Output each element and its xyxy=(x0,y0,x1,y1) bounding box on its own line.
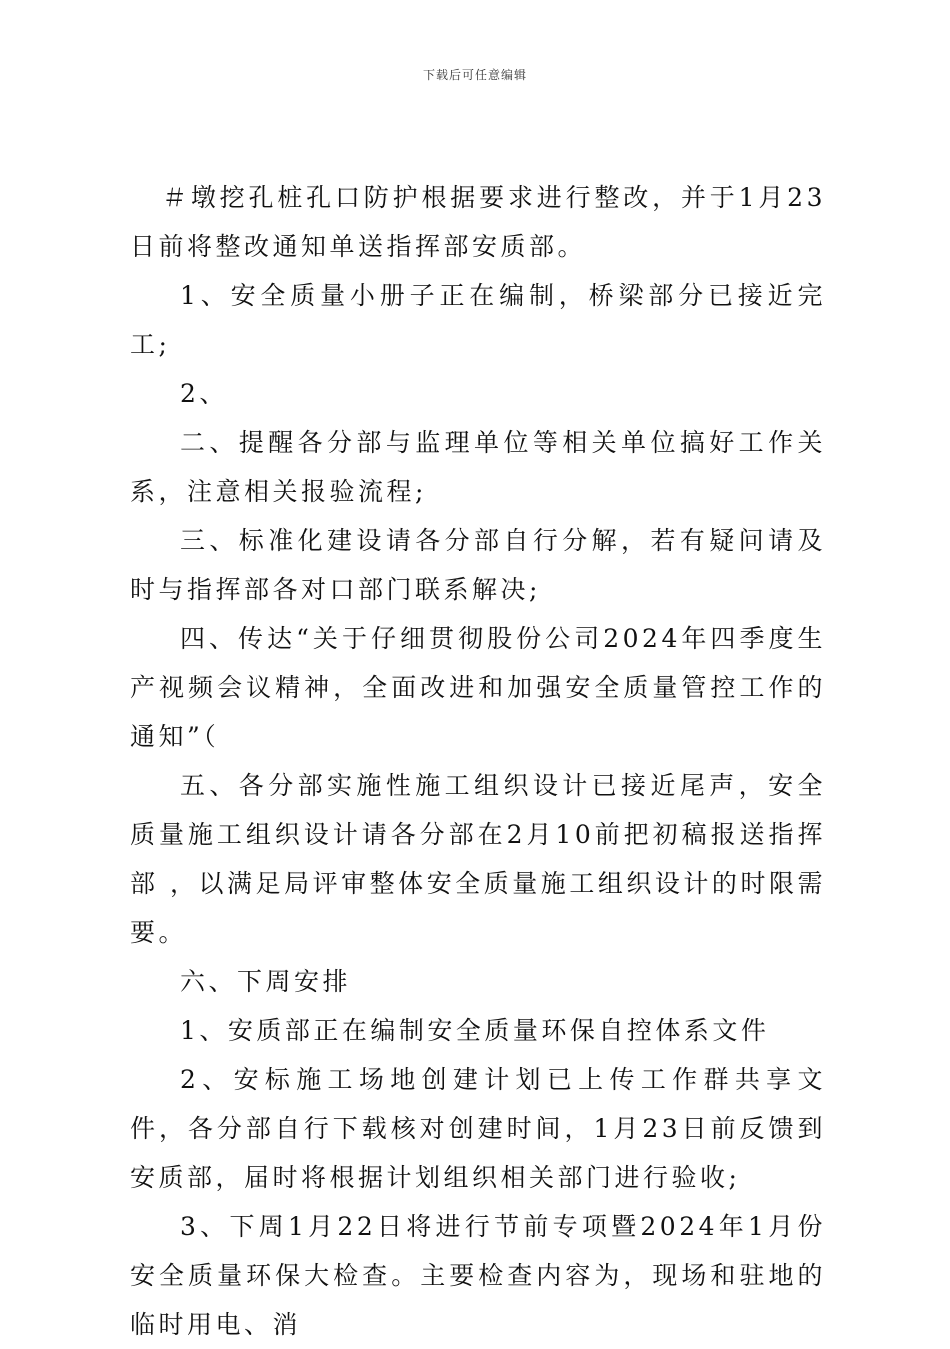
document-body xyxy=(130,173,826,1349)
paragraph-section-2-supervision: 二、提醒各分部与监理单位等相关单位搞好工作关系，注意相关报验流程; xyxy=(130,428,826,506)
page-header: 下载后可任意编辑 xyxy=(422,68,527,82)
paragraph-section-5-construction-design: 五、各分部实施性施工组织设计已接近尾声，安全质量施工组织设计请各分部在2月10前把初稿报送指挥部 ，以满足局评审整体安全质量施工组织设计的时限需要。 xyxy=(130,771,826,947)
paragraph-next-week-item-2: 2、安标施工场地创建计划已上传工作群共享文件，各分部自行下载核对创建时间，1月23日前反馈到安质部，届时将根据计划组织相关部门进行验收; xyxy=(130,1065,826,1192)
paragraph-next-week-item-3: 3、下周1月22日将进行节前专项暨2024年1月份安全质量环保大检查。主要检查内容为，现场和驻地的临时用电、消 xyxy=(130,1212,826,1339)
paragraph-section-6-next-week: 六、下周安排 xyxy=(180,967,352,996)
paragraph-pier-protection: ＃墩挖孔桩孔口防护根据要求进行整改，并于1月23日前将整改通知单送指挥部安质部。 xyxy=(130,183,826,261)
paragraph-item-2: 2、 xyxy=(180,379,228,408)
paragraph-section-4-notice: 四、传达“关于仔细贯彻股份公司2024年四季度生产视频会议精神，全面改进和加强安全质量管控工作的通知”（ xyxy=(130,624,826,751)
paragraph-next-week-item-1: 1、安质部正在编制安全质量环保自控体系文件 xyxy=(180,1016,770,1045)
paragraph-item-1-handbook: 1、安全质量小册子正在编制，桥梁部分已接近完工; xyxy=(130,281,826,359)
paragraph-section-3-standardization: 三、标准化建设请各分部自行分解，若有疑问请及时与指挥部各对口部门联系解决; xyxy=(130,526,826,604)
